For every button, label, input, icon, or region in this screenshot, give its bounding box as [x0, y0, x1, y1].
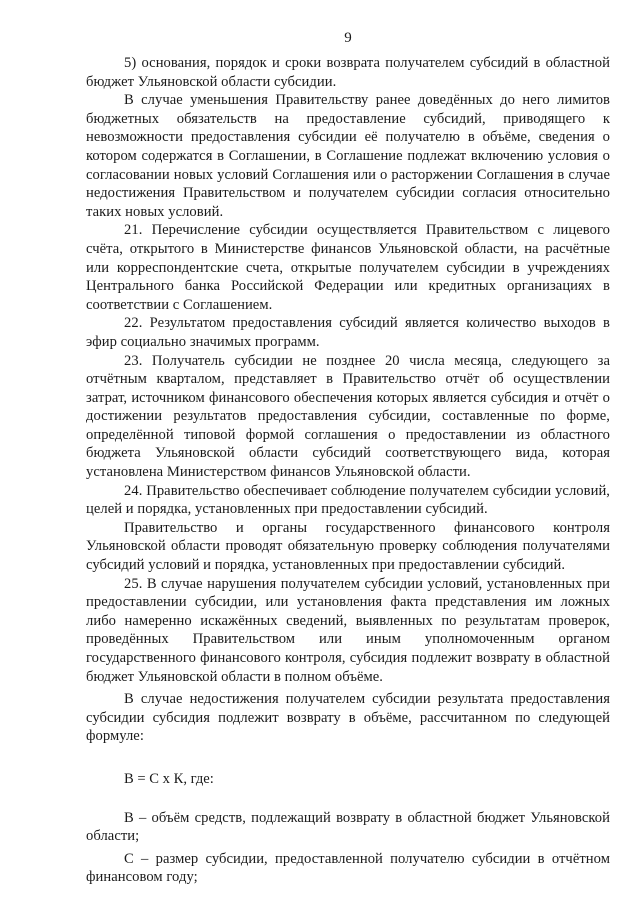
page-number: 9: [344, 30, 352, 46]
paragraph-21-transfer: 21. Перечисление субсидии осуществляется Правительством с лицевого счёта, открытого в Министерстве финансов Ульяновской области, на расчётные или корреспондентские счета, открытые получателем субсидии в учреждениях Центрального банка Российской Федерации или кредитных организациях в соответствии с Соглашением.: [86, 222, 610, 313]
definition-c: С – размер субсидии, предоставленной получателю субсидии в отчётном финансовом году;: [86, 850, 610, 886]
paragraph-limits-reduction: В случае уменьшения Правительству ранее доведённых до него лимитов бюджетных обязательств на предоставление субсидий, приводящего к невозможности предоставления субсидии её получателю в объёме, сведения о котором содержатся в Соглашении, в Соглашение подлежат включению условия о согласовании новых условий Соглашения или о расторжении Соглашения в случае недостижения Правительством и получателем субсидии согласия относительно таких новых условий.: [86, 92, 610, 220]
paragraph-return-terms: 5) основания, порядок и сроки возврата получателем субсидий в областной бюджет Ульяновской области субсидии.: [86, 55, 610, 90]
document-page: [86, 28, 610, 887]
paragraph-control-audit: Правительство и органы государственного финансового контроля Ульяновской области проводят обязательную проверку соблюдения получателями субсидий условий и порядка, установленных при предоставлении субсидий.: [86, 519, 610, 574]
paragraph-25-violation: 25. В случае нарушения получателем субсидии условий, установленных при предоставлении субсидии, или установления факта представления им ложных либо намеренно искажённых сведений, выявленных по результатам проверок, проведённых Правительством или иным уполномоченным органом государственного финансового контроля, субсидия подлежит возврату в областной бюджет Ульяновской области в полном объёме.: [86, 575, 610, 685]
paragraph-23-report: 23. Получатель субсидии не позднее 20 числа месяца, следующего за отчётным кварталом, представляет в Правительство отчёт об осуществлении затрат, источником финансового обеспечения которых является субсидия и отчёт о достижении результатов предоставления субсидии, составленные по форме, определённой типовой формой соглашения о предоставлении из областного бюджета Ульяновской области субсидий соответствующего вида, которая установлена Министерством финансов Ульяновской области.: [86, 352, 610, 481]
paragraph-formula-intro: В случае недостижения получателем субсидии результата предоставления субсидии субсидия подлежит возврату в объёме, рассчитанном по следующей формуле:: [86, 691, 610, 745]
formula: В = С х К, где:: [124, 770, 214, 787]
definition-b: В – объём средств, подлежащий возврату в областной бюджет Ульяновской области;: [86, 809, 610, 845]
paragraph-24-compliance: 24. Правительство обеспечивает соблюдение получателем субсидии условий, целей и порядка, установленных при предоставлении субсидий.: [86, 482, 610, 518]
paragraph-22-result: 22. Результатом предоставления субсидий является количество выходов в эфир социально значимых программ.: [86, 315, 610, 350]
